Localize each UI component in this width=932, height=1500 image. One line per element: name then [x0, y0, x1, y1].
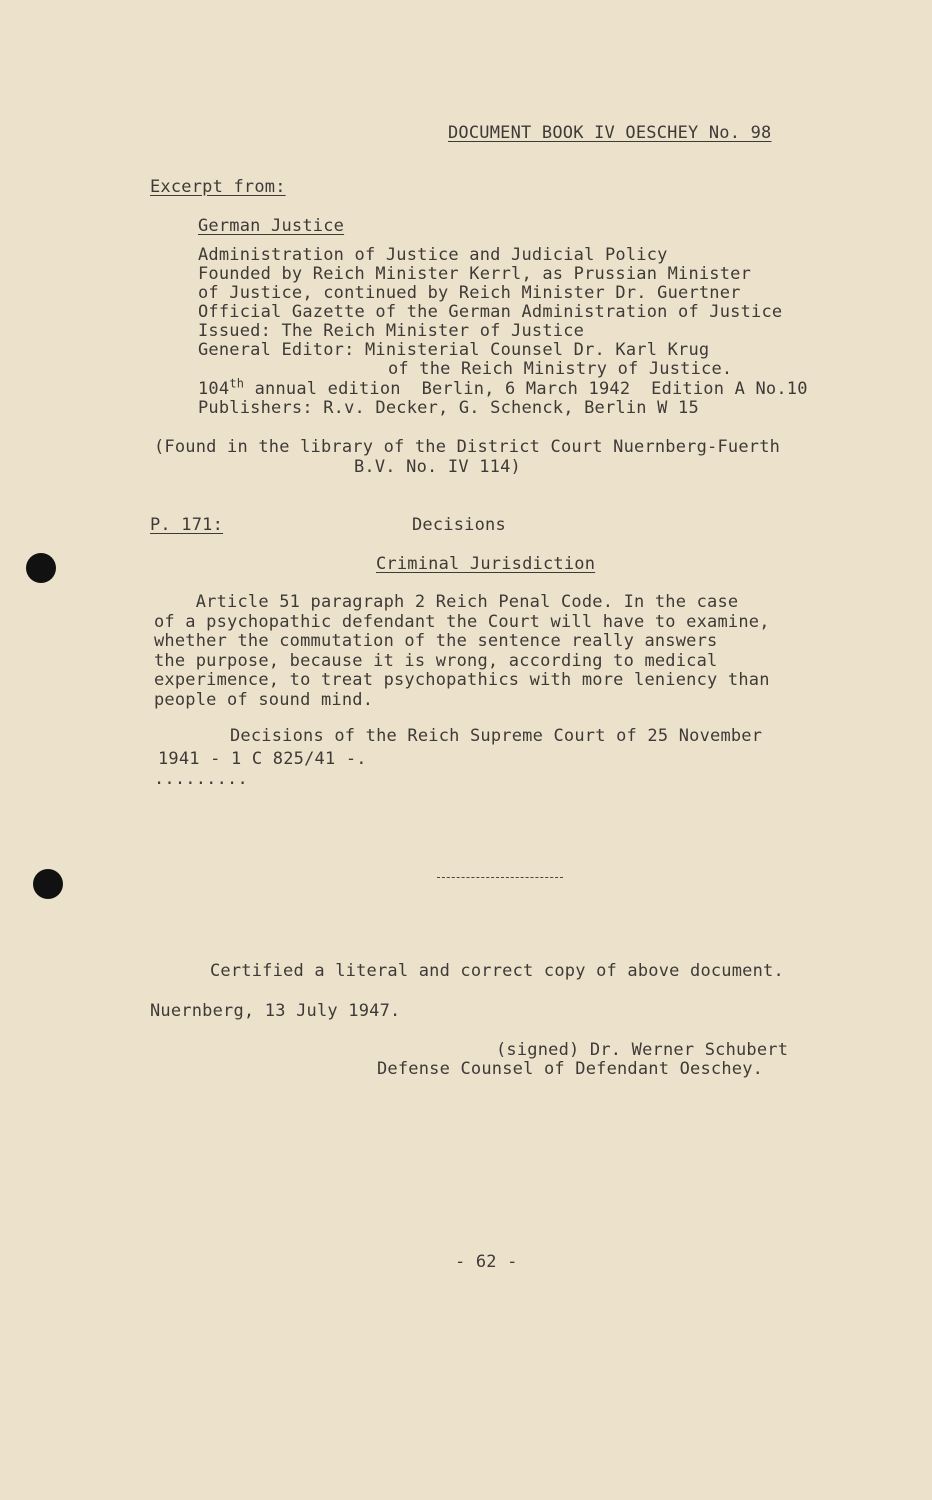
- publication-title: German Justice: [198, 216, 345, 236]
- signer-role: Defense Counsel of Defendant Oeschey.: [377, 1059, 764, 1079]
- section-heading: Decisions: [412, 515, 506, 535]
- page-number: - 62 -: [455, 1252, 518, 1272]
- edition-number: 104: [198, 379, 230, 399]
- punch-hole-bottom: [33, 869, 63, 899]
- body-line-1: Article 51 paragraph 2 Reich Penal Code. In the case: [154, 592, 739, 612]
- publication-line-3: of Justice, continued by Reich Minister Dr. Guertner: [198, 283, 741, 303]
- publication-line-1: Administration of Justice and Judicial Policy: [198, 245, 668, 265]
- certification-statement: Certified a literal and correct copy of above document.: [210, 961, 784, 981]
- publication-line-5: Issued: The Reich Minister of Justice: [198, 321, 585, 341]
- publishers-line: Publishers: R.v. Decker, G. Schenck, Berlin W 15: [198, 398, 699, 418]
- publication-line-2: Founded by Reich Minister Kerrl, as Prussian Minister: [198, 264, 752, 284]
- body-line-6: people of sound mind.: [154, 690, 374, 710]
- publication-line-6: General Editor: Ministerial Counsel Dr. Karl Krug: [198, 340, 710, 360]
- decision-citation-line-1: Decisions of the Reich Supreme Court of 25 November: [230, 726, 763, 746]
- page-reference: P. 171:: [150, 515, 224, 535]
- body-line-4: the purpose, because it is wrong, according to medical: [154, 651, 718, 671]
- found-note-line-1: (Found in the library of the District Court Nuernberg-Fuerth: [154, 437, 781, 457]
- publication-line-7: of the Reich Ministry of Justice.: [388, 359, 733, 379]
- punch-hole-top: [26, 553, 56, 583]
- certification-place-date: Nuernberg, 13 July 1947.: [150, 1001, 401, 1021]
- body-line-5: experimence, to treat psychopathics with more leniency than: [154, 670, 770, 690]
- section-subheading: Criminal Jurisdiction: [376, 554, 596, 574]
- edition-superscript: th: [229, 376, 245, 391]
- excerpt-label: Excerpt from:: [150, 177, 286, 197]
- edition-line: [198, 376, 808, 400]
- section-divider: [437, 877, 563, 878]
- body-line-3: whether the commutation of the sentence really answers: [154, 631, 718, 651]
- omission-dots: .........: [154, 769, 248, 789]
- publication-line-4: Official Gazette of the German Administration of Justice: [198, 302, 783, 322]
- document-reference: DOCUMENT BOOK IV OESCHEY No. 98: [448, 123, 772, 143]
- signature-line: (signed) Dr. Werner Schubert: [496, 1040, 789, 1060]
- edition-details: annual edition Berlin, 6 March 1942 Edition A No.10: [244, 379, 808, 399]
- found-note-line-2: B.V. No. IV 114): [354, 457, 521, 477]
- decision-citation-line-2: 1941 - 1 C 825/41 -.: [158, 749, 367, 769]
- body-line-2: of a psychopathic defendant the Court will have to examine,: [154, 612, 770, 632]
